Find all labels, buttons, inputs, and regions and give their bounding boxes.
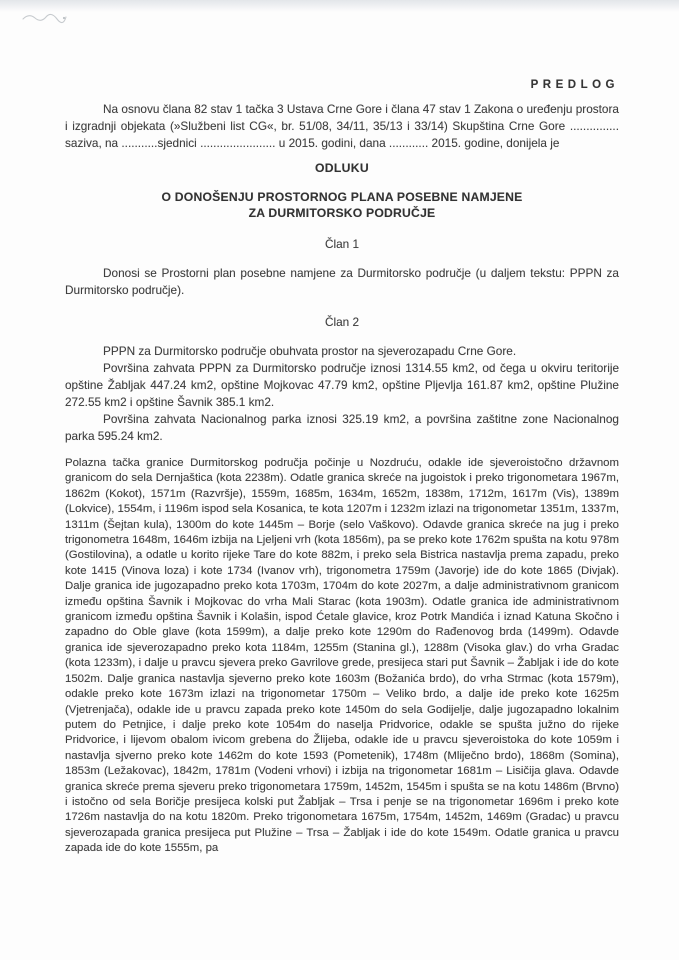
pencil-mark xyxy=(22,11,70,25)
proposal-tag: PREDLOG xyxy=(530,79,619,91)
article-2-label: Član 2 xyxy=(324,315,360,329)
decision-subtitle xyxy=(65,189,619,221)
decision-title: ODLUKU xyxy=(315,161,369,175)
article-2-paragraph-1: PPPN za Durmitorsko područje obuhvata prostor na sjeverozapadu Crne Gore. xyxy=(103,344,517,358)
article-2-paragraph-3: Površina zahvata Nacionalnog parka iznosi 325.19 km2, a površina zaštitne zone Nacionalnog parka 595.24 km2. xyxy=(65,412,619,443)
decision-subtitle-line1: O DONOŠENJU PROSTORNOG PLANA POSEBNE NAMJENE xyxy=(161,190,523,204)
boundary-description-paragraph: Polazna tačka granice Durmitorskog područja počinje u Nozdruću, odakle ide sjeveroistočno državnom granicom do sela Dernjaštica (kota 2238m). Odatle granica skreće na jugoistok i preko trigonometara 1967m, 1862m (Kokot), 1571m (Razvršje), 1559m, 1685m, 1634m, 1652m, 1838m, 1712m, 1617m (Vis), 1389m (Lokvice), 1554m, i 1196m ispod sela Kosanica, te kota 1207m i 1232m izlazi na trigonometar 1351m, 1337m, 1311m (Šejtan kula), 1300m do kote 1445m – Borje (selo Vaškovo). Odavde granica skreće na jug i preko trigonometra 1648m, 1646m izbija na Ljeljeni vrh (kota 1856m), pa se preko kote 1762m spušta na kotu 978m (Gostilovina), a odatle u korito rijeke Tare do kote 882m, i preko sela Bistrica nastavlja prema zapadu, preko kote 1415 (Vinova loza) i kote 1734 (Ivanov vrh), trigonometra 1759m (Javorje) ide do kote 1865 (Divjak). Dalje granica ide jugozapadno preko kota 1703m, 1704m do kote 2027m, a dalje administrativnom granicom između opština Šavnik i Mojkovac do vrha Mali Starac (kota 1903m). Odatle granica ide administrativnom granicom između opština Šavnik i Kolašin, ispod Ćetale glavice, kroz Potrk Mandića i iznad Katuna Skočno i zapadno do Oble glave (kota 1599m), a dalje preko kote 1290m do Rađenovog brda (1499m). Odavde granica ide sjeverozapadno preko kota 1184m, 1255m (Stanina gl.), 1288m (Visoka glav.) do vrha Gradac (kota 1233m), i dalje u pravcu sjevera preko Gavrilove grede, presijeca stari put Šavnik – Žabljak i ide do kote 1502m. Dalje granica nastavlja sjeverno preko kote 1603m (Božanića brdo), do vrha Strmac (kota 1579m), odakle preko kote 1673m izlazi na trigonometar 1750m – Veliko brdo, a dalje ide preko kote 1625m (Vjetrenjača), odakle ide u pravcu zapada preko kote 1450m do sela Godijelje, dalje jugozapadno lokalnim putem do Petnjice, i dalje preko kote 1054m do naselja Pridvorice, odakle se spušta južno do rijeke Pridvorice, i lijevom obalom ivicom grebena do Žlijeba, odakle ide u pravcu sjeveroistoka do kote 1059m i nastavlja sjverno preko kote 1462m do kote 1593 (Pometenik), 1748m (Mliječno brdo), 1868m (Somina), 1853m (Ležakovac), 1842m, 1781m (Vodeni vrhovi) i izbija na trigonometar 1681m – Lisičija glava. Odavde granica skreće prema sjeveru preko trigonometara 1759m, 1452m, 1545m i spušta se na kotu 1486m (Brvno) i istočno od sela Boričje presijeca kolski put Žabljak – Trsa i penje se na trigonometar 1696m i preko kote 1726m nastavlja do na kotu 1820m. Preko trigonometara 1675m, 1754m, 1452m, 1469m (Gradac) u pravcu sjeverozapada granica presijeca put Plužine – Trsa – Žabljak i ide do kote 1549m. Odatle granica u pravcu zapada ide do kote 1555m, pa xyxy=(65,457,619,855)
article-2-paragraph-2: Površina zahvata PPPN za Durmitorsko područje iznosi 1314.55 km2, od čega u okviru teritorije opštine Žabljak 447.24 km2, opštine Mojkovac 47.79 km2, opštine Pljevlja 161.87 km2, opštine Plužine 272.55 km2 i opštine Šavnik 385.1 km2. xyxy=(65,361,619,409)
intro-paragraph: Na osnovu člana 82 stav 1 tačka 3 Ustava Crne Gore i člana 47 stav 1 Zakona o uređenju prostora i izgradnji objekata (»Službeni list CG«, br. 51/08, 34/11, 35/13 i 33/14) Skupština Crne Gore ............... saziva, na ...........sjednici ....................... u 2015. godini, dana ............ 2015. godine, donijela je xyxy=(65,102,619,150)
article-1-label: Član 1 xyxy=(324,237,360,251)
article-1-paragraph: Donosi se Prostorni plan posebne namjene za Durmitorsko područje (u daljem tekstu: PPPN za Durmitorsko područje). xyxy=(65,266,619,297)
decision-subtitle-line2: ZA DURMITORSKO PODRUČJE xyxy=(248,206,436,220)
